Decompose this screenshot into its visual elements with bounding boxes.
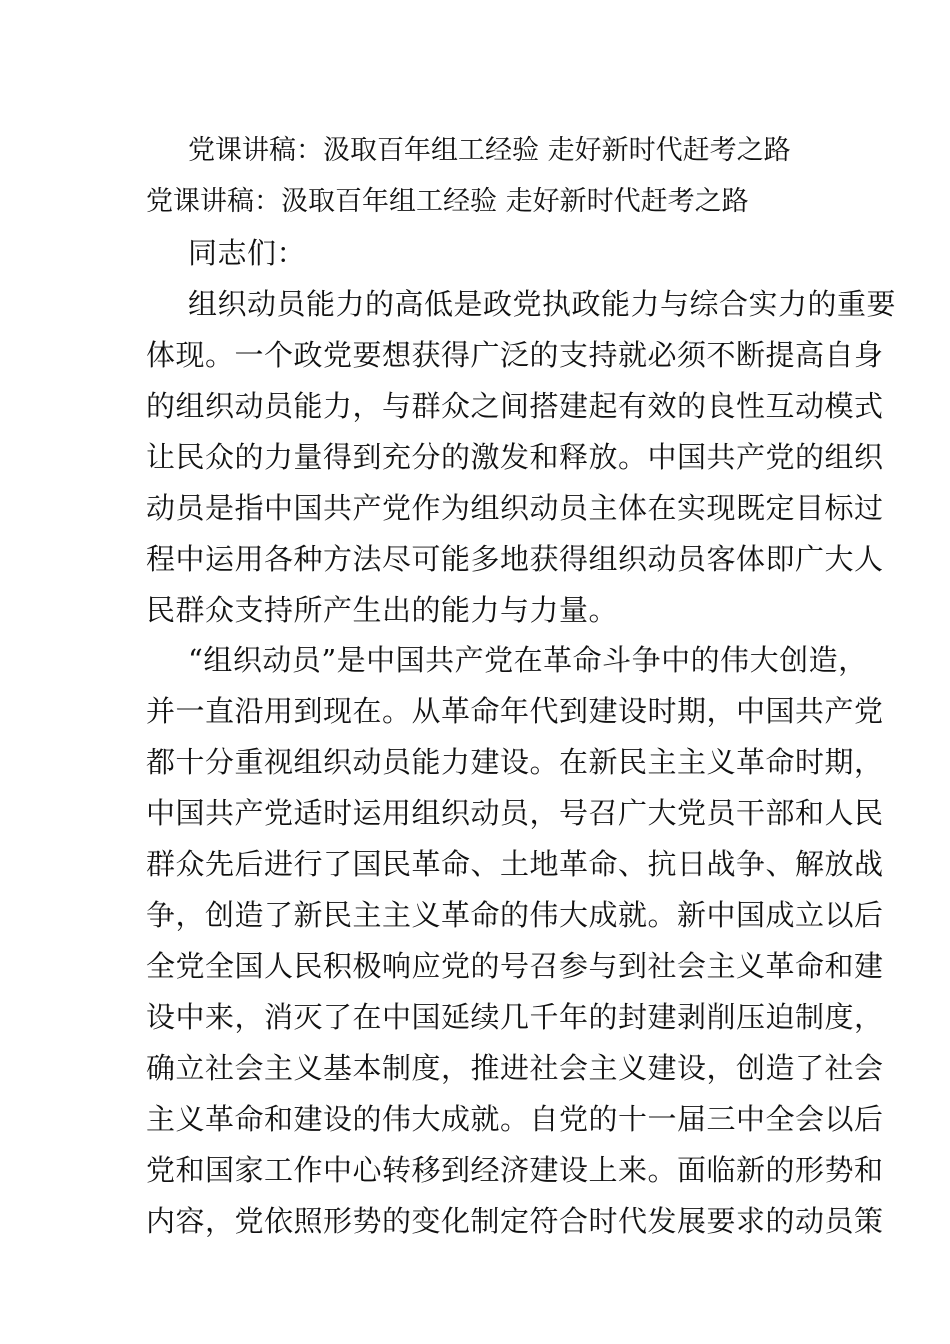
paragraph-line: 确立社会主义基本制度，推进社会主义建设，创造了社会 — [146, 1051, 884, 1085]
paragraph-line: 组织动员能力的高低是政党执政能力与综合实力的重要 — [188, 287, 897, 321]
paragraph-line: 并一直沿用到现在。从革命年代到建设时期，中国共产党 — [146, 694, 884, 728]
salutation: 同志们： — [188, 236, 307, 270]
paragraph-line: 中国共产党适时运用组织动员，号召广大党员干部和人民 — [146, 796, 884, 830]
paragraph-line: 都十分重视组织动员能力建设。在新民主主义革命时期， — [146, 745, 884, 779]
paragraph-line: 的组织动员能力，与群众之间搭建起有效的良性互动模式 — [146, 389, 884, 423]
paragraph-line: 群众先后进行了国民革命、土地革命、抗日战争、解放战 — [146, 847, 884, 881]
paragraph-line: 动员是指中国共产党作为组织动员主体在实现既定目标过 — [146, 491, 884, 525]
paragraph-line: 让民众的力量得到充分的激发和释放。中国共产党的组织 — [146, 440, 884, 474]
paragraph-line: 程中运用各种方法尽可能多地获得组织动员客体即广大人 — [146, 542, 884, 576]
document-title: 党课讲稿：汲取百年组工经验 走好新时代赶考之路 — [146, 186, 749, 217]
paragraph-line: 党和国家工作中心转移到经济建设上来。面临新的形势和 — [146, 1153, 884, 1187]
paragraph-line: 体现。一个政党要想获得广泛的支持就必须不断提高自身 — [146, 338, 884, 372]
paragraph-line: 争，创造了新民主主义革命的伟大成就。新中国成立以后 — [146, 898, 884, 932]
paragraph-line: 设中来，消灭了在中国延续几千年的封建剥削压迫制度， — [146, 1000, 884, 1034]
paragraph-line: 民群众支持所产生出的能力与力量。 — [146, 593, 619, 627]
paragraph-line: 主义革命和建设的伟大成就。自党的十一届三中全会以后 — [146, 1102, 884, 1136]
paragraph-line: 内容，党依照形势的变化制定符合时代发展要求的动员策 — [146, 1204, 884, 1238]
document-title-repeat: 党课讲稿：汲取百年组工经验 走好新时代赶考之路 — [188, 135, 791, 166]
paragraph-line: 全党全国人民积极响应党的号召参与到社会主义革命和建 — [146, 949, 884, 983]
paragraph-line: “组织动员”是中国共产党在革命斗争中的伟大创造， — [188, 643, 868, 677]
